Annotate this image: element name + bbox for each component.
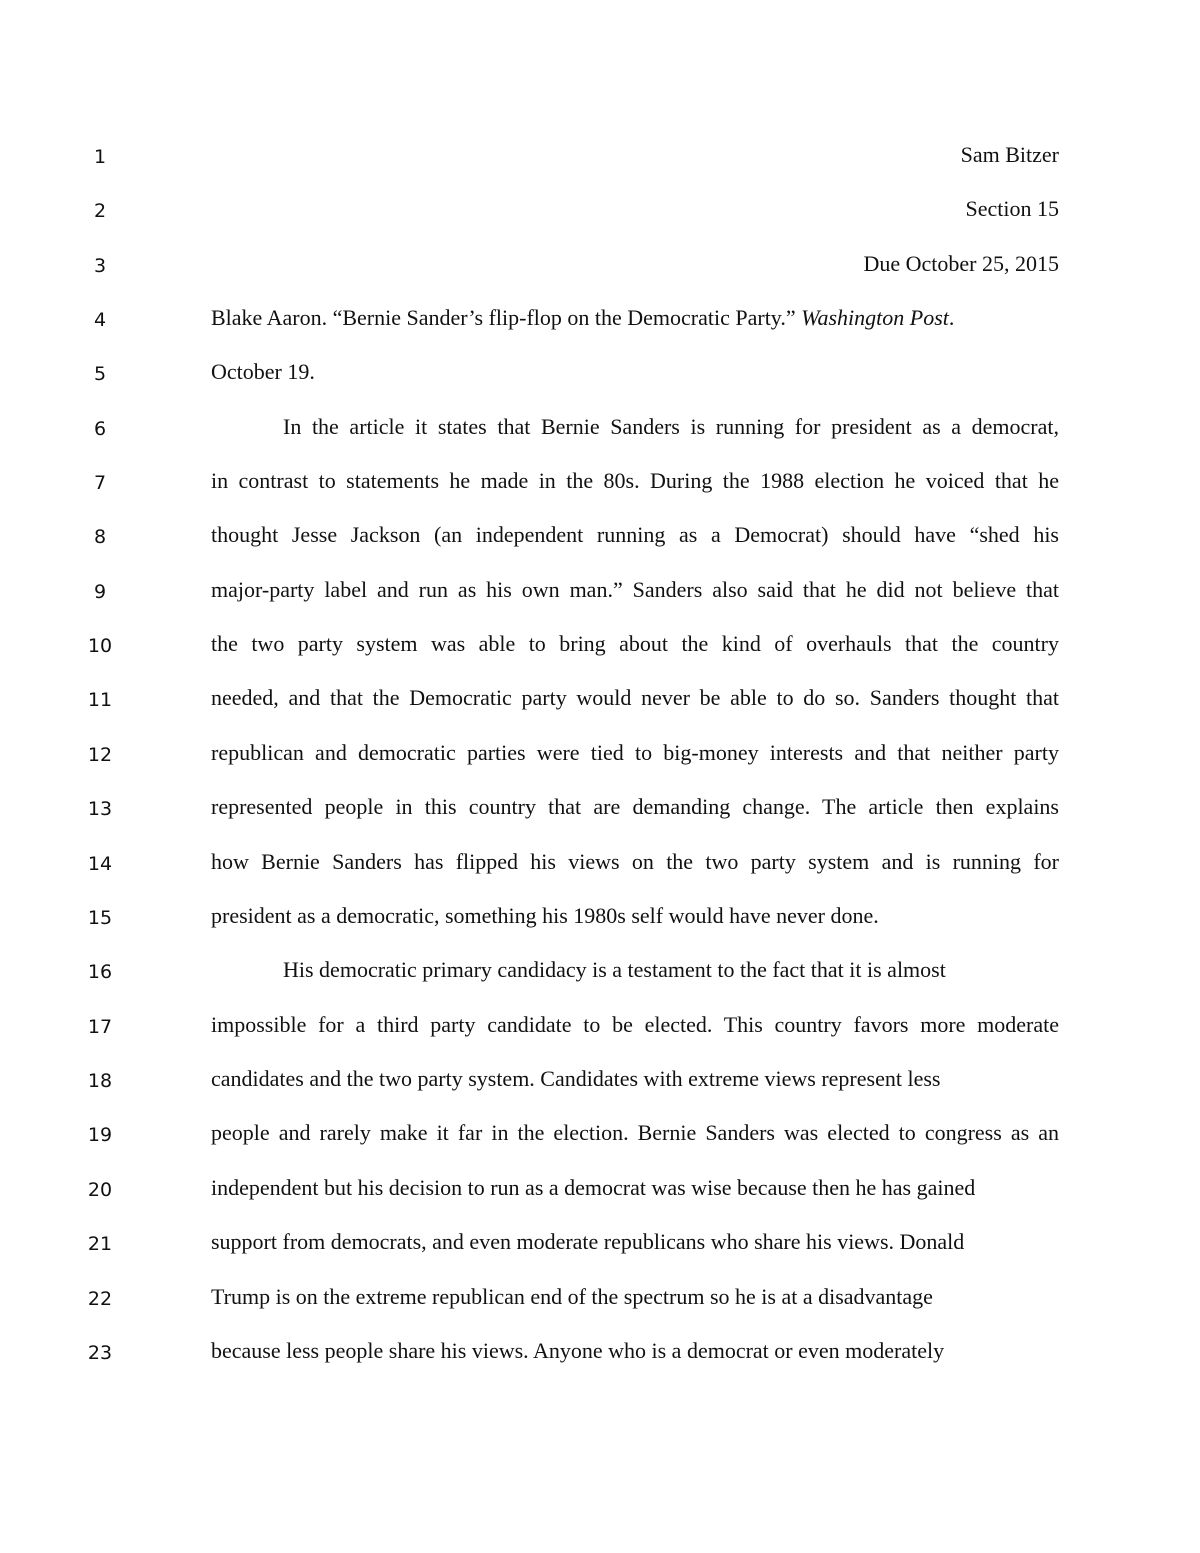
line-number: 17 (87, 1016, 113, 1038)
line-number: 10 (87, 635, 113, 657)
line-21 (0, 1229, 1200, 1283)
line-number: 1 (93, 146, 107, 168)
line-4 (0, 305, 1200, 359)
line-16 (0, 957, 1200, 1011)
line-14 (0, 849, 1200, 903)
line-number: 5 (93, 363, 107, 385)
line-number: 22 (87, 1288, 113, 1310)
line-number: 11 (87, 689, 113, 711)
paragraph-line: president as a democratic, something his 1980s self would have never done. (211, 903, 879, 928)
citation-text: Blake Aaron. “Bernie Sander’s flip-flop on the Democratic Party.” (211, 305, 802, 330)
paragraph-line: in contrast to statements he made in the 80s. During the 1988 election he voiced that he (211, 468, 1059, 493)
author-name: Sam Bitzer (960, 142, 1059, 167)
paragraph-line: because less people share his views. Anyone who is a democrat or even moderately (211, 1338, 945, 1363)
paragraph-line: thought Jesse Jackson (an independent running as a Democrat) should have “shed his (211, 522, 1059, 547)
line-number: 21 (87, 1233, 113, 1255)
line-20 (0, 1175, 1200, 1229)
line-number: 14 (87, 853, 113, 875)
line-number: 3 (93, 255, 107, 277)
citation-punctuation: . (948, 305, 955, 330)
line-number: 4 (93, 309, 107, 331)
paragraph-line: people and rarely make it far in the election. Bernie Sanders was elected to congress as an (211, 1120, 1059, 1145)
line-6 (0, 414, 1200, 468)
line-number: 13 (87, 798, 113, 820)
line-2 (0, 196, 1200, 250)
line-number: 20 (87, 1179, 113, 1201)
line-number: 19 (87, 1124, 113, 1146)
line-number: 12 (87, 744, 113, 766)
line-number: 6 (93, 418, 107, 440)
line-19 (0, 1120, 1200, 1174)
line-11 (0, 685, 1200, 739)
citation-line-1 (211, 303, 1059, 333)
line-1 (0, 142, 1200, 196)
paragraph-line: represented people in this country that are demanding change. The article then explains (211, 794, 1059, 819)
citation-line-2: October 19. (211, 359, 315, 384)
paragraph-line: support from democrats, and even moderate republicans who share his views. Donald (211, 1229, 965, 1254)
line-5 (0, 359, 1200, 413)
line-7 (0, 468, 1200, 522)
paragraph-line: independent but his decision to run as a democrat was wise because then he has gained (211, 1175, 976, 1200)
paragraph-line: how Bernie Sanders has flipped his views on the two party system and is running for (211, 849, 1059, 874)
line-number: 18 (87, 1070, 113, 1092)
paragraph-line: candidates and the two party system. Candidates with extreme views represent less (211, 1066, 941, 1091)
line-8 (0, 522, 1200, 576)
line-number: 2 (93, 200, 107, 222)
due-date: Due October 25, 2015 (863, 251, 1059, 276)
line-17 (0, 1012, 1200, 1066)
line-13 (0, 794, 1200, 848)
section-label: Section 15 (965, 196, 1059, 221)
line-number: 9 (93, 581, 107, 603)
line-number: 15 (87, 907, 113, 929)
line-3 (0, 251, 1200, 305)
line-18 (0, 1066, 1200, 1120)
line-number: 16 (87, 961, 113, 983)
line-number: 23 (87, 1342, 113, 1364)
paragraph-line: major-party label and run as his own man.” Sanders also said that he did not believe that (211, 577, 1059, 602)
paragraph-line: Trump is on the extreme republican end of the spectrum so he is at a disadvantage (211, 1284, 933, 1309)
line-12 (0, 740, 1200, 794)
paragraph-line: the two party system was able to bring about the kind of overhauls that the country (211, 631, 1059, 656)
paragraph-line: republican and democratic parties were tied to big-money interests and that neither party (211, 740, 1059, 765)
paragraph-line: needed, and that the Democratic party would never be able to do so. Sanders thought that (211, 685, 1059, 710)
citation-publication: Washington Post (801, 305, 949, 330)
line-22 (0, 1284, 1200, 1338)
line-9 (0, 577, 1200, 631)
line-10 (0, 631, 1200, 685)
line-23 (0, 1338, 1200, 1392)
paragraph-line: In the article it states that Bernie Sanders is running for president as a democrat, (283, 414, 1059, 439)
paragraph-line: His democratic primary candidacy is a testament to the fact that it is almost (283, 957, 946, 982)
paragraph-line: impossible for a third party candidate to be elected. This country favors more moderate (211, 1012, 1059, 1037)
line-number: 8 (93, 526, 107, 548)
line-15 (0, 903, 1200, 957)
line-number: 7 (93, 472, 107, 494)
